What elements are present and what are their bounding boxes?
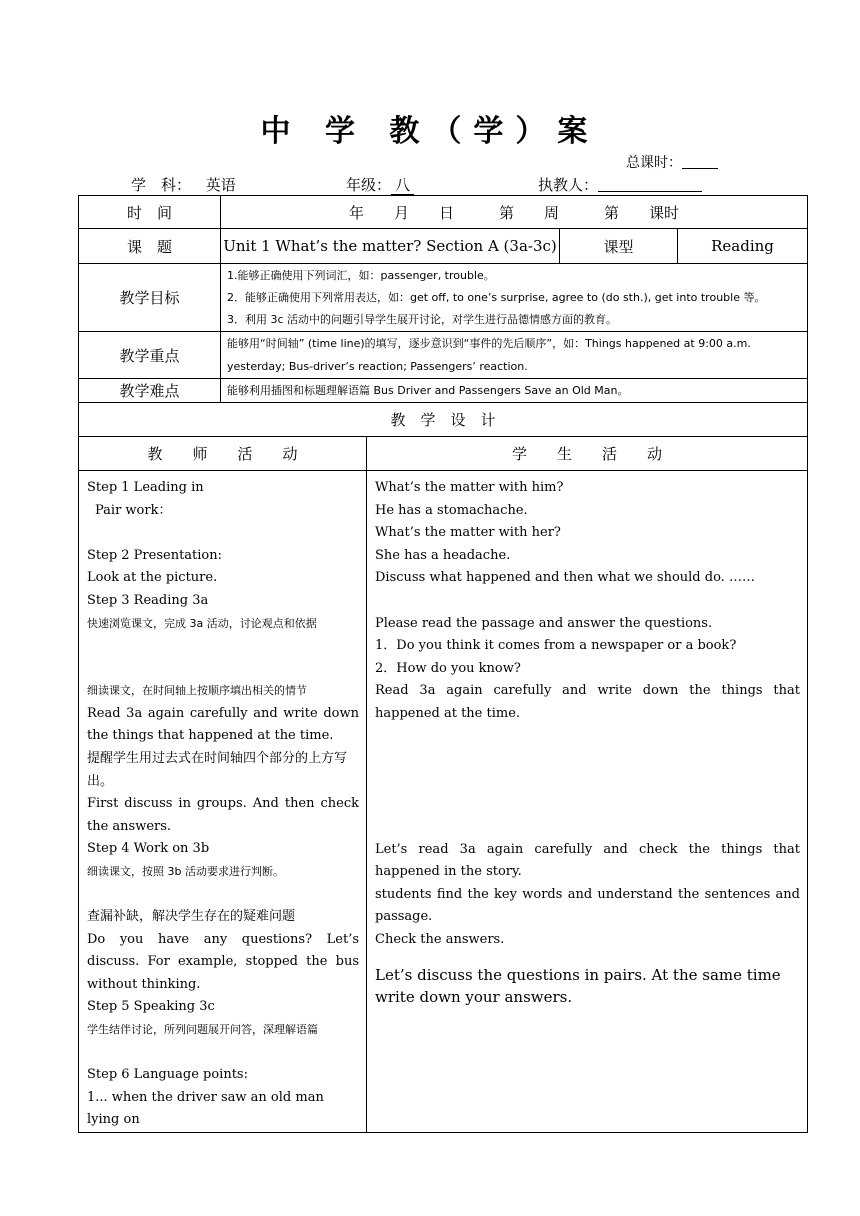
subject-value: 英语 — [205, 176, 236, 194]
teacher-line: Step 2 Presentation: — [87, 547, 223, 563]
focus-row — [79, 332, 808, 379]
student-activities — [367, 471, 808, 1133]
design-row — [79, 403, 808, 437]
teacher-activities — [79, 471, 367, 1133]
total-lessons-label: 总课时： — [626, 155, 682, 171]
teacher-line: Step 1 Leading in — [87, 480, 204, 495]
activities-row — [79, 471, 808, 1133]
teacher-line: Step 3 Reading 3a — [87, 592, 209, 608]
teacher-line: 快速浏览课文，完成 3a 活动，讨论观点和依据 — [87, 616, 317, 630]
topic-value: Unit 1 What’s the matter? Section A (3a-3c) — [221, 229, 560, 264]
student-line: 1．Do you think it comes from a newspaper or a book? — [375, 638, 737, 654]
total-lessons — [626, 152, 718, 172]
teacher-line: Step 4 Work on 3b — [87, 841, 210, 857]
goals-row — [79, 264, 808, 332]
grade-label: 年级： — [346, 176, 392, 194]
design-heading: 教 学 设 计 — [79, 403, 808, 437]
teacher-activity-header: 教 师 活 动 — [79, 437, 367, 471]
goals-label: 教学目标 — [79, 264, 221, 332]
type-label: 课型 — [560, 229, 678, 264]
difficulty-text: 能够利用插图和标题理解语篇 Bus Driver and Passengers Save an Old Man。 — [221, 379, 808, 403]
teacher-blank — [598, 176, 702, 192]
student-line: Let’s discuss the questions in pairs. At the same time write down your answers. — [375, 965, 781, 1006]
topic-label: 课 题 — [79, 229, 221, 264]
topic-row — [79, 229, 808, 264]
lesson-plan-table — [78, 195, 808, 1133]
grade-value: 八 — [391, 176, 414, 195]
subject-label: 学 科： — [131, 176, 192, 194]
student-line: She has a headache. — [375, 547, 511, 563]
student-line: Please read the passage and answer the questions. — [375, 615, 713, 631]
teacher-line: Look at the picture. — [87, 570, 218, 586]
teacher-line: Pair work： — [95, 502, 172, 518]
difficulty-label: 教学难点 — [79, 379, 221, 403]
teacher-line: First discuss in groups. And then check the answers. — [87, 796, 359, 834]
student-activity-header: 学 生 活 动 — [367, 437, 808, 471]
student-line: He has a stomachache. — [375, 502, 528, 518]
student-line: Check the answers. — [375, 931, 505, 947]
time-value: 年 月 日 第 周 第 课时 — [221, 196, 808, 229]
teacher-label: 执教人： — [538, 176, 599, 194]
focus-label: 教学重点 — [79, 332, 221, 379]
student-line: Discuss what happened and then what we should do. …… — [375, 570, 755, 586]
teacher-line: 细读课文，按照 3b 活动要求进行判断。 — [87, 864, 284, 878]
teacher-line: Read 3a again carefully and write down the things that happened at the time. — [87, 705, 359, 744]
teacher-line: Step 6 Language points: — [87, 1067, 248, 1083]
student-line: 2．How do you know? — [375, 660, 521, 676]
time-row — [79, 196, 808, 229]
subject-field — [131, 174, 236, 195]
student-line: students find the key words and understand the sentences and passage. — [375, 886, 801, 925]
student-line: Let’s read 3a again carefully and check the things that happened in the story. — [375, 841, 801, 880]
goal-item: 1.能够正确使用下列词汇，如：passenger, trouble。 — [227, 268, 495, 282]
teacher-field — [538, 174, 702, 195]
teacher-line: 提醒学生用过去式在时间轴四个部分的上方写出。 — [87, 750, 348, 789]
teacher-line: Step 5 Speaking 3c — [87, 999, 215, 1015]
teacher-line: 查漏补缺，解决学生存在的疑难问题 — [87, 909, 296, 925]
type-value: Reading — [678, 229, 808, 264]
goal-item: 2．能够正确使用下列常用表达，如：get off, to one’s surprise, agree to (do sth.), get into trouble 等。 — [227, 290, 766, 304]
teacher-line: 1... when the driver saw an old man lying on — [87, 1089, 324, 1128]
student-line: Read 3a again carefully and write down the things that happened at the time. — [375, 683, 801, 721]
document-title: 中 学 教（学）案 — [260, 114, 600, 149]
total-lessons-blank — [682, 154, 718, 169]
teacher-line: 学生结伴讨论，所列问题展开问答，深理解语篇 — [87, 1023, 318, 1037]
teacher-line: 细读课文，在时间轴上按顺序填出相关的情节 — [87, 684, 307, 698]
goals-list — [221, 264, 808, 332]
teacher-line: Do you have any questions? Let’s discuss. For example, stopped the bus without thinking. — [87, 931, 359, 992]
grade-field — [346, 174, 414, 195]
goal-item: 3．利用 3c 活动中的问题引导学生展开讨论，对学生进行品德情感方面的教育。 — [227, 312, 618, 326]
student-line: What’s the matter with him? — [375, 480, 564, 495]
time-label: 时 间 — [79, 196, 221, 229]
focus-text: 能够用“时间轴” (time line)的填写，逐步意识到“事件的先后顺序”，如：Things happened at 9:00 a.m. yesterday; Bus-driver’s reaction; Passengers’ reaction. — [221, 332, 808, 379]
column-header-row — [79, 437, 808, 471]
difficulty-row — [79, 379, 808, 403]
student-line: What’s the matter with her? — [375, 525, 561, 541]
